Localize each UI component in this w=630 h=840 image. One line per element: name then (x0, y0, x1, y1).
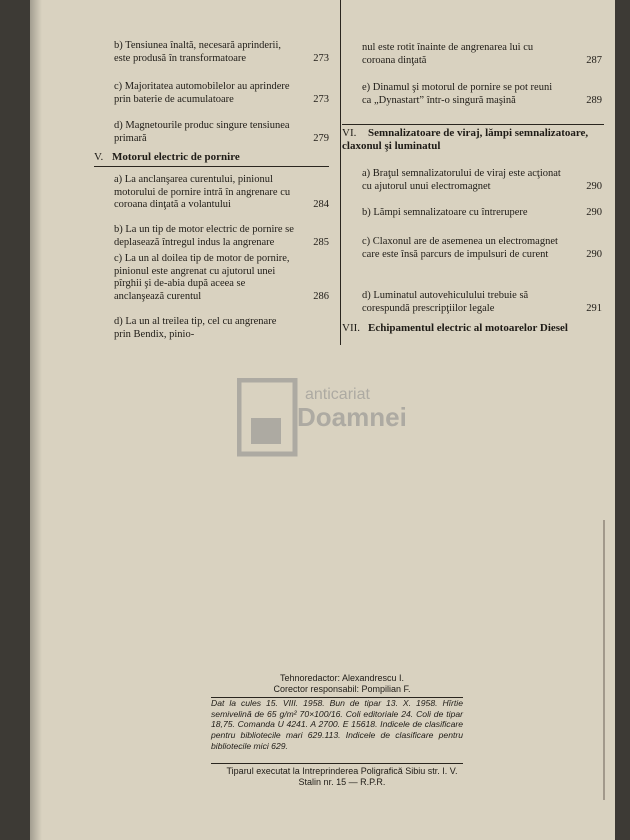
toc-entry-label: b) Lămpi semnalizatoare cu întrerupere (362, 207, 528, 218)
toc-entry-label: a) La anclanşarea curentului, pinionul motorului de pornire intră în angrenare cu coroana dinţată a volantului (114, 174, 291, 211)
toc-entry (114, 253, 329, 303)
section-number: V. (94, 151, 104, 163)
watermark-line2: Doamnei (297, 402, 407, 432)
toc-entry-label: d) Magnetourile produc singure tensiunea primară (114, 120, 290, 144)
toc-entry-page: 285 (313, 236, 329, 248)
toc-entry-label: c) Majoritatea automobilelor au aprindere prin baterie de acumulatoare (114, 81, 290, 105)
toc-entry-page: 286 (313, 290, 329, 302)
toc-entry-page: 279 (313, 132, 329, 144)
section-title: Motorul electric de pornire (112, 151, 240, 163)
toc-entry (362, 82, 602, 107)
toc-entry-page: 287 (586, 54, 602, 66)
toc-entry (362, 168, 602, 193)
toc-entry-page: 284 (313, 199, 329, 211)
toc-entry (114, 316, 329, 341)
toc-entry (362, 42, 602, 67)
toc-entry-page: 273 (313, 93, 329, 105)
toc-entry (362, 207, 602, 220)
toc-entry-page: 290 (586, 248, 602, 260)
page-edge-shadow (603, 520, 605, 800)
toc-entry-label: b) La un tip de motor electric de pornire se deplasează întregul indus la angrenare (114, 224, 294, 248)
toc-entry-page: 290 (586, 207, 602, 218)
watermark-line1: anticariat (305, 386, 370, 403)
toc-section-heading (342, 127, 597, 153)
toc-entry-label: c) Claxonul are de asemenea un electromagnet care este însă parcurs de impulsuri de curent (362, 236, 558, 260)
imprint-block: Dat la cules 15. VIII. 1958. Bun de tipar 13. X. 1958. Hîrtie semivelină de 65 g/m² 70×100/16. Coli editoriale 24. Coli de tipar 18,75. Comanda U 4241. A 2700. E 15618. Indicele de clasificare pentru bibliotecile mari 629.113. Indicele de clasificare pentru bibliotecile mici 629. (211, 698, 463, 751)
toc-entry-label: d) La un al treilea tip, cel cu angrenare prin Bendix, pinio- (114, 316, 277, 340)
credits-block (220, 673, 464, 695)
toc-entry-label: d) Luminatul autovehiculului trebuie să corespundă prescripţiilor legale (362, 290, 529, 314)
watermark-book-icon (237, 378, 299, 458)
section-number: VII. (342, 322, 361, 334)
toc-entry (362, 236, 602, 261)
imprint-rule-bottom (211, 763, 463, 764)
column-divider (340, 0, 341, 345)
toc-entry (114, 174, 329, 212)
section-title: Semnalizatoare de viraj, lămpi semnalizatoare, claxonul şi luminatul (342, 127, 589, 152)
toc-entry-label: a) Braţul semnalizatorului de viraj este acţionat cu ajutorul unui electromagnet (362, 168, 561, 192)
toc-entry-label: b) Tensiunea înaltă, necesară aprinderii, este produsă în transformatoare (114, 40, 281, 64)
toc-entry (114, 224, 329, 249)
section-rule (94, 166, 329, 167)
section-title: Echipamentul electric al motoarelor Diesel (368, 322, 568, 334)
toc-entry-page: 289 (586, 94, 602, 106)
section-number: VI. (342, 127, 357, 139)
toc-entry-page: 290 (586, 180, 602, 192)
printer-block: Tiparul executat la Intreprinderea Poligrafică Sibiu str. I. V. Stalin nr. 15 — R.P.R. (226, 766, 458, 787)
toc-entry-label: e) Dinamul şi motorul de pornire se pot reuni ca „Dynastart” într-o singură maşină (362, 82, 553, 106)
watermark-logo (237, 378, 437, 458)
toc-entry (362, 290, 602, 315)
toc-entry-page: 273 (313, 52, 329, 64)
toc-section-heading (342, 322, 577, 335)
section-rule (342, 124, 604, 125)
toc-entry-label: nul este rotit înainte de angrenarea lui cu coroana dinţată (362, 42, 534, 66)
tehnoredactor-line: Tehnoredactor: Alexandrescu I. (279, 673, 405, 683)
toc-entry-label: c) La un al doilea tip de motor de pornire, pinionul este angrenat cu ajutorul unei pîrghii şi de-abia după aceea se anclanşează curentul (114, 253, 290, 302)
toc-entry (114, 81, 329, 106)
toc-entry (114, 120, 329, 145)
corector-line: Corector responsabil: Pompilian F. (273, 684, 411, 694)
toc-section-heading (94, 151, 329, 164)
toc-entry-page: 291 (586, 302, 602, 314)
book-page (30, 0, 615, 840)
toc-entry (114, 40, 329, 65)
